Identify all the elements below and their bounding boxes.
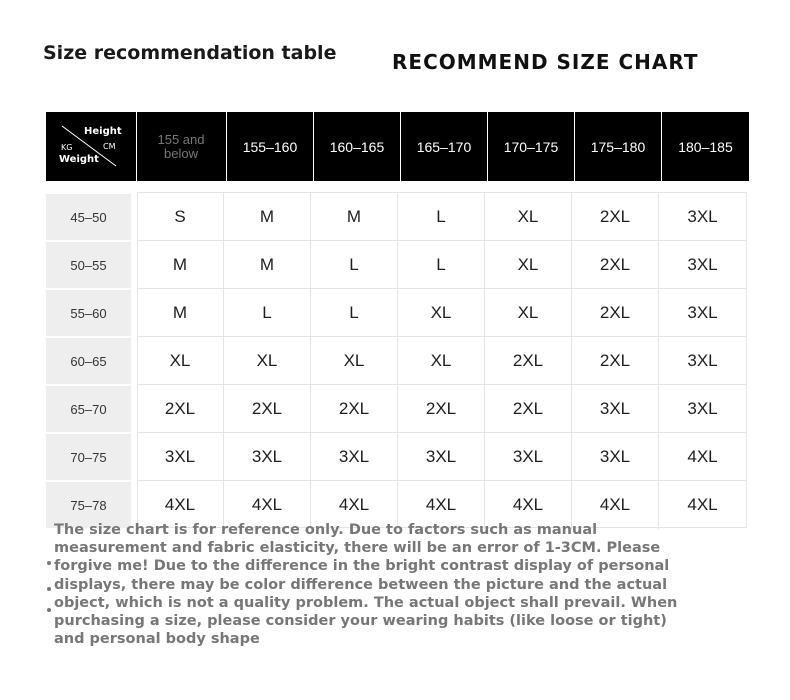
height-column-header — [136, 112, 225, 181]
size-cell: S — [137, 193, 224, 241]
bullet-icon — [47, 561, 51, 565]
bullet-icon — [47, 608, 51, 612]
size-cell: 4XL — [224, 481, 311, 529]
height-column-label: 155–160 — [242, 138, 298, 155]
size-cell: XL — [311, 337, 398, 385]
cm-unit-label: CM — [103, 142, 116, 151]
size-cell: 3XL — [659, 289, 746, 337]
height-column-label: 155 and below — [157, 131, 205, 161]
weight-row-header: 60–65 — [46, 338, 131, 384]
size-cell: L — [311, 289, 398, 337]
size-cell: 4XL — [398, 481, 485, 529]
size-cell: 4XL — [137, 481, 224, 529]
kg-unit-label: KG — [61, 143, 73, 152]
size-cell: 3XL — [398, 433, 485, 481]
size-cell: 3XL — [659, 241, 746, 289]
size-cell: 4XL — [311, 481, 398, 529]
weight-axis-label: Weight — [59, 154, 99, 165]
size-cell: M — [137, 289, 224, 337]
size-cell: 3XL — [137, 433, 224, 481]
height-column-label: 180–185 — [678, 138, 733, 155]
title-right: RECOMMEND SIZE CHART — [392, 50, 699, 74]
size-cell: M — [311, 193, 398, 241]
size-cell: 4XL — [659, 433, 746, 481]
size-cell: 3XL — [311, 433, 398, 481]
height-column-header — [226, 112, 313, 181]
size-cell: 2XL — [572, 289, 659, 337]
height-column-header — [400, 112, 487, 181]
size-cell: 4XL — [687, 495, 718, 514]
height-column-label: 175–180 — [590, 138, 646, 155]
size-cell: XL — [485, 289, 572, 337]
height-column-label: 170–175 — [503, 138, 559, 155]
height-column-header — [487, 112, 574, 181]
diagonal-divider-icon — [46, 112, 136, 181]
size-cell: 3XL — [224, 433, 311, 481]
height-axis-label: Height — [84, 126, 122, 137]
size-cell: 2XL — [485, 385, 572, 433]
size-cell: L — [311, 241, 398, 289]
size-cell: XL — [485, 241, 572, 289]
size-cell: 2XL — [224, 385, 311, 433]
weight-row-header: 55–60 — [46, 290, 131, 336]
header-row — [46, 112, 748, 181]
size-cell: 3XL — [659, 385, 746, 433]
size-cell: 3XL — [659, 193, 746, 241]
size-cell: L — [224, 289, 311, 337]
height-column-header — [313, 112, 400, 181]
height-column-label: 165–170 — [416, 138, 472, 155]
corner-header-cell — [46, 112, 136, 181]
size-cell: M — [137, 241, 224, 289]
size-cell: XL — [398, 289, 485, 337]
size-cell: 2XL — [485, 337, 572, 385]
weight-row-header: 45–50 — [46, 194, 131, 240]
weight-row-header: 50–55 — [46, 242, 131, 288]
size-cell: 3XL — [659, 337, 746, 385]
disclaimer-note: The size chart is for reference only. Due to factors such as manual measurement and fabric elasticity, there will be an error of 1-3CM. Please forgive me! Due to the difference in the bright contrast display of personal displays, there may be color difference between the picture and the actual object, which is not a quality problem. The actual object shall prevail. When purchasing a size, please consider your wearing habits (like loose or tight) and personal body shape — [54, 522, 678, 648]
size-cell: 2XL — [572, 337, 659, 385]
size-cell: XL — [137, 337, 224, 385]
size-cell: 3XL — [572, 385, 659, 433]
size-cell: 2XL — [572, 193, 659, 241]
size-cell: 3XL — [485, 433, 572, 481]
size-cell: M — [224, 241, 311, 289]
size-cell: 2XL — [572, 241, 659, 289]
size-cell: 2XL — [137, 385, 224, 433]
size-cell: XL — [398, 337, 485, 385]
height-column-header — [661, 112, 749, 181]
size-cell: XL — [485, 193, 572, 241]
weight-row-header: 70–75 — [46, 434, 131, 480]
title-left: Size recommendation table — [43, 42, 337, 64]
size-cell: 2XL — [311, 385, 398, 433]
size-cell: 4XL — [485, 481, 572, 529]
weight-row-header: 65–70 — [46, 386, 131, 432]
height-column-header — [574, 112, 661, 181]
size-cell: M — [224, 193, 311, 241]
bullet-icon — [47, 587, 51, 591]
size-grid — [137, 192, 747, 528]
weight-row-header: 75–78 — [46, 482, 131, 528]
height-column-label: 160–165 — [329, 138, 385, 155]
size-cell: L — [398, 241, 485, 289]
size-cell: 3XL — [572, 433, 659, 481]
size-cell: 2XL — [398, 385, 485, 433]
size-cell: L — [398, 193, 485, 241]
size-cell: XL — [224, 337, 311, 385]
size-cell: 4XL — [572, 481, 659, 529]
